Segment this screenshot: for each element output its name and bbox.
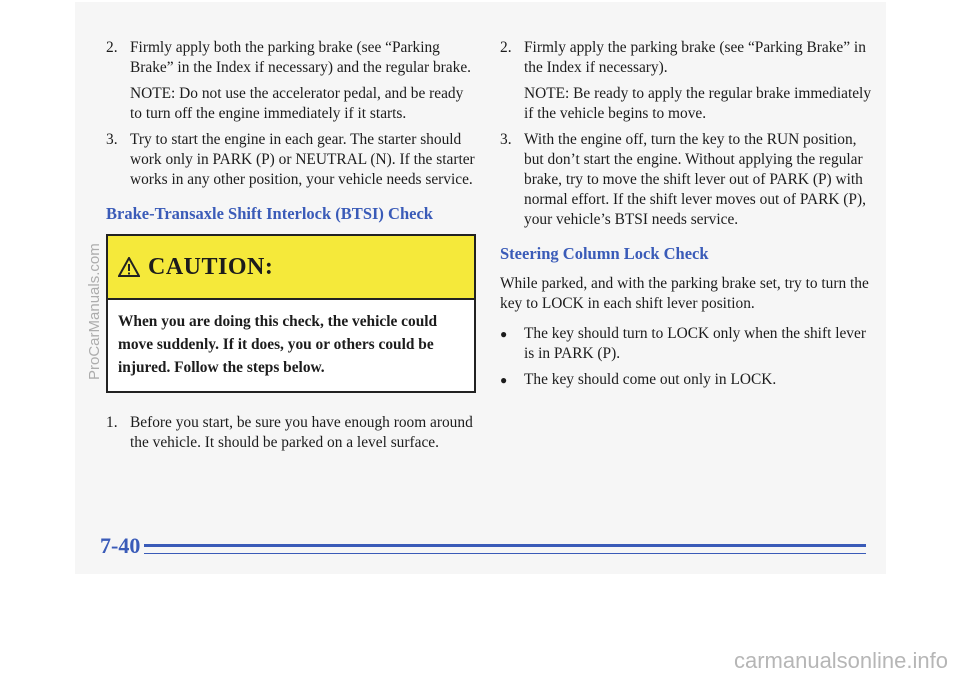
btsi-heading: Brake-Transaxle Shift Interlock (BTSI) Check — [106, 204, 433, 223]
left-step-1-number: 1. — [106, 414, 118, 431]
steering-lock-heading: Steering Column Lock Check — [500, 244, 709, 263]
caution-header — [108, 236, 474, 300]
right-step-2-number: 2. — [500, 39, 512, 56]
footer-rule — [144, 544, 866, 554]
side-watermark: ProCarManuals.com — [86, 243, 103, 380]
steering-lock-paragraph: While parked, and with the parking brake set, try to turn the key to LOCK in each shift lever position. — [500, 275, 869, 312]
bullet-dot-icon: ● — [500, 373, 508, 387]
right-step-2-text: Firmly apply the parking brake (see “Parking Brake” in the Index if necessary). — [524, 39, 866, 76]
left-note: NOTE: Do not use the accelerator pedal, and be ready to turn off the engine immediately if it starts. — [130, 85, 464, 122]
right-step-3-text: With the engine off, turn the key to the RUN position, but don’t start the engine. Without applying the regular brake, try to move the shift lever out of PARK (P) with normal effort. If the shift lever moves out of PARK (P), your vehicle’s BTSI needs service. — [524, 131, 866, 228]
caution-title: CAUTION: — [148, 254, 274, 280]
left-step-2-number: 2. — [106, 39, 118, 56]
bullet-item — [500, 370, 875, 390]
right-step-3 — [500, 130, 875, 230]
bullet-text: The key should turn to LOCK only when the shift lever is in PARK (P). — [524, 325, 866, 362]
left-step-3 — [106, 130, 476, 190]
bullet-text: The key should come out only in LOCK. — [524, 371, 777, 388]
right-column — [500, 38, 875, 396]
right-step-3-number: 3. — [500, 131, 512, 148]
page-number: 7-40 — [100, 533, 141, 558]
left-step-2-text: Firmly apply both the parking brake (see “Parking Brake” in the Index if necessary) and the regular brake. — [130, 39, 471, 76]
caution-box — [106, 234, 476, 393]
left-column — [106, 38, 476, 459]
left-step-3-text: Try to start the engine in each gear. The starter should work only in PARK (P) or NEUTRAL (N). If the starter works in any other position, your vehicle needs service. — [130, 131, 475, 188]
bullet-item — [500, 324, 875, 364]
caution-body: When you are doing this check, the vehicle could move suddenly. If it does, you or others could be injured. Follow the steps below. — [118, 313, 438, 376]
left-step-1-text: Before you start, be sure you have enough room around the vehicle. It should be parked on a level surface. — [130, 414, 473, 451]
bullet-dot-icon: ● — [500, 327, 508, 341]
left-step-1 — [106, 413, 476, 453]
left-step-2 — [106, 38, 476, 78]
right-step-2 — [500, 38, 875, 78]
warning-triangle-icon — [118, 257, 140, 277]
left-step-3-number: 3. — [106, 131, 118, 148]
right-note: NOTE: Be ready to apply the regular brake immediately if the vehicle begins to move. — [524, 85, 872, 122]
bottom-watermark: carmanualsonline.info — [733, 648, 948, 673]
page-footer — [100, 533, 140, 559]
